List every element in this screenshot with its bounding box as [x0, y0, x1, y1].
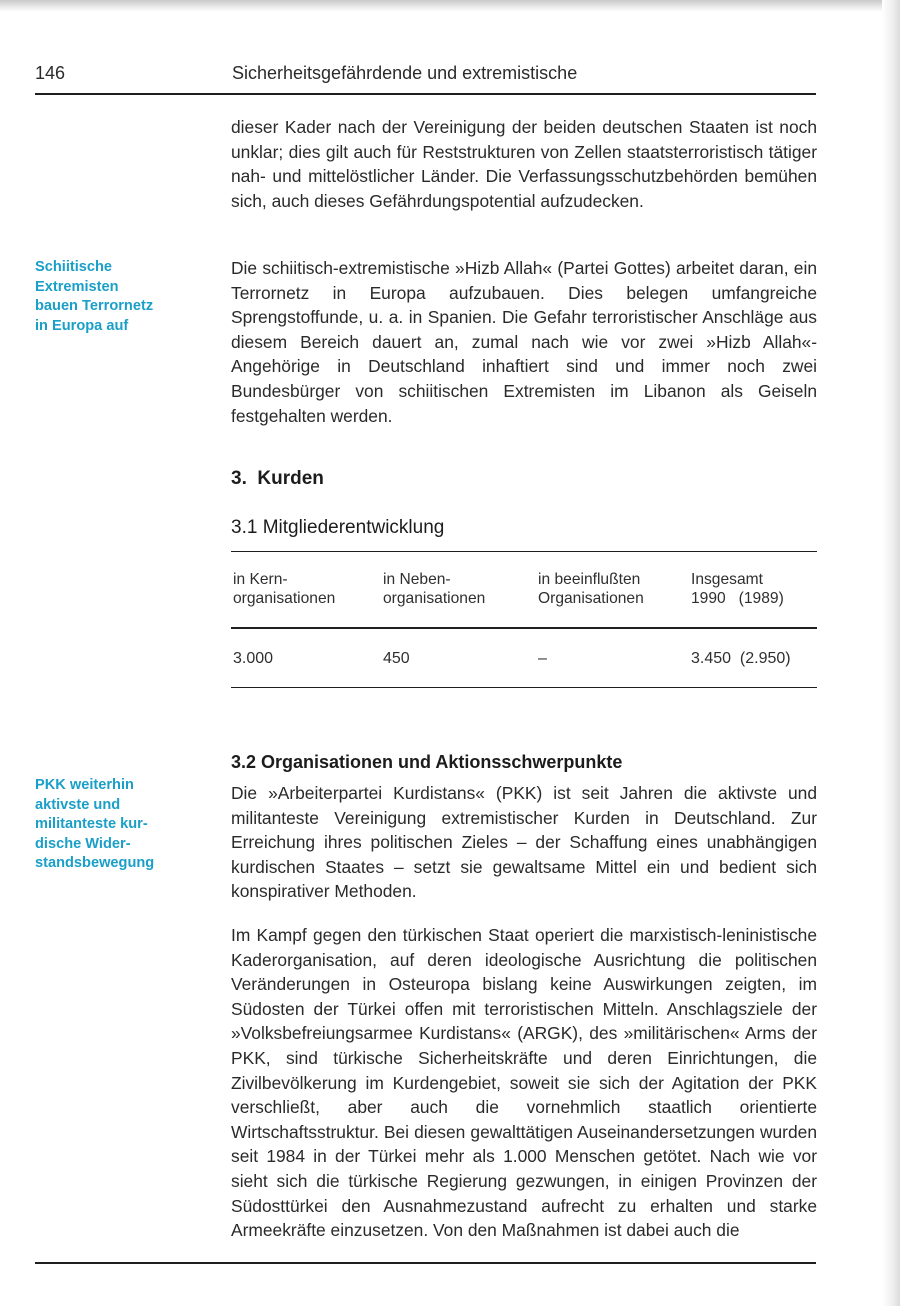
table-header-line: in beeinflußten [538, 571, 641, 588]
scan-edge-right [882, 0, 900, 1306]
margin-note-line: in Europa auf [35, 317, 129, 334]
table-header-kern [233, 570, 335, 608]
table-header-insgesamt [691, 570, 784, 608]
margin-note-line: Schiitische [35, 259, 113, 275]
margin-note-hizb-allah [35, 258, 205, 336]
table-cell-beeinflusst: – [538, 650, 547, 667]
margin-note-line: standsbewegung [35, 855, 155, 871]
table-header-line: organisationen [233, 590, 336, 607]
margin-note-line: dische Wider- [35, 835, 131, 852]
table-cell-neben: 450 [383, 650, 410, 667]
margin-note-line: bauen Terrornetz [35, 298, 154, 314]
paragraph-2: Die schiitisch-extremistische »Hizb Allah« (Partei Gottes) arbeitet daran, ein Terrornetz in Europa aufzubauen. Dies belegen umfangreiche Sprengstoffunde, u. a. in Spanien. Die Gefahr terroristischer Anschläge aus diesem Bereich dauert an, zumal nach wie vor zwei »Hizb Allah«-Angehörige in Deutschland inhaftiert sind und immer noch zwei Bundesbürger von schiitischen Extremisten im Libanon als Geiseln festgehalten werden. [231, 258, 817, 426]
table-header-line: 1990 (1989) [691, 590, 784, 607]
margin-note-line: PKK weiterhin [35, 777, 134, 793]
running-title: Sicherheitsgefährdende und extremistische [232, 63, 578, 83]
page-number: 146 [35, 63, 66, 83]
subheading-organisationen: 3.2 Organisationen und Aktionsschwerpunkte [231, 752, 623, 772]
table-header-line: organisationen [383, 590, 486, 607]
paragraph-3: Die »Arbeiterpartei Kurdistans« (PKK) ist seit Jahren die aktivste und militanteste Vereinigung extremistischer Kurden in Deutschland. Zur Erreichung ihres politischen Zieles – der Schaffung eines unabhängigen kurdischen Staates – setzt sie gewaltsame Mittel ein und bedient sich konspirativer Methoden. [231, 783, 817, 902]
table-header-line: Organisationen [538, 590, 644, 607]
margin-note-line: militanteste kur- [35, 816, 148, 832]
subheading-mitgliederentwicklung: 3.1 Mitgliederentwicklung [231, 517, 445, 538]
margin-note-line: aktivste und [35, 796, 121, 813]
table-header-line: Insgesamt [691, 571, 763, 588]
table-rule-bottom [231, 687, 817, 688]
footer-rule [35, 1262, 816, 1264]
table-rule-top [231, 551, 817, 552]
table-header-neben [383, 570, 485, 608]
paragraph-4: Im Kampf gegen den türkischen Staat operiert die marxistisch-leninistische Kaderorganisation, auf deren ideologische Ausrichtung die politischen Veränderungen in Osteuropa bislang keine Auswirkungen zeigten, im Südosten der Türkei offen mit terroristischen Mitteln. Anschlagsziele der »Volksbefreiungsarmee Kurdistans« (ARGK), des »militärischen« Arms der PKK, sind türkische Sicherheitskräfte und deren Einrichtungen, die Zivilbevölkerung im Kurdengebiet, soweit sie sich der Agitation der PKK verschließt, aber auch die vornehmlich staatlich orientierte Wirtschaftsstruktur. Bei diesen gewalttätigen Auseinandersetzungen wurden seit 1984 in der Türkei mehr als 1.000 Menschen getötet. Nach wie vor sieht sich die türkische Regierung gezwungen, in einigen Provinzen der Südosttürkei den Ausnahmezustand aufrecht zu erhalten und starke Armeekräfte einzusetzen. Von den Maßnahmen ist dabei auch die [231, 925, 817, 1241]
paragraph-1: dieser Kader nach der Vereinigung der beiden deutschen Staaten ist noch unklar; dies gilt auch für Reststrukturen von Zellen staatsterroristisch tätiger nah- und mittelöstlicher Länder. Die Verfassungsschutzbehörden bemühen sich, auch dieses Gefährdungspotential aufzudecken. [231, 117, 817, 211]
table-header-line: in Kern- [233, 571, 288, 588]
header-rule [35, 93, 816, 95]
margin-note-line: Extremisten [35, 278, 119, 295]
table-cell-insgesamt: 3.450 (2.950) [691, 650, 791, 667]
table-header-line: in Neben- [383, 571, 451, 588]
table-header-beeinflusst [538, 570, 644, 608]
margin-note-pkk [35, 776, 205, 874]
scan-edge-top [0, 0, 900, 12]
section-heading-kurden: 3. Kurden [231, 468, 324, 489]
table-rule-middle [231, 627, 817, 629]
table-cell-kern: 3.000 [233, 650, 274, 667]
